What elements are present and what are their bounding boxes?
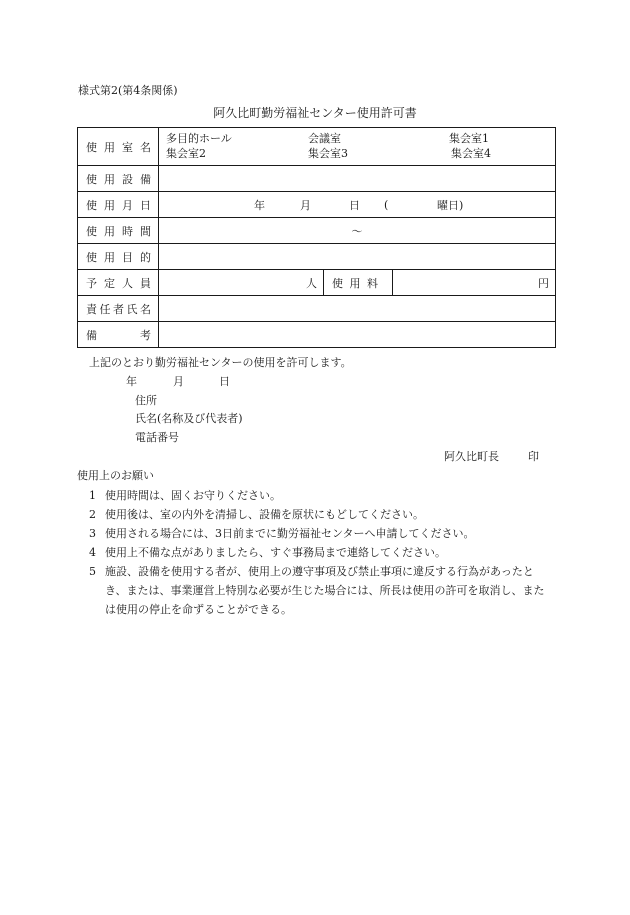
label-char: 間 — [140, 224, 151, 238]
label-purpose — [78, 249, 158, 265]
room-option[interactable]: 会議室 — [308, 132, 341, 145]
label-char: 室 — [122, 140, 133, 154]
date-month: 月 — [300, 198, 311, 212]
issuer: 阿久比町長 — [444, 450, 499, 463]
permit-year: 年 — [126, 375, 137, 388]
label-char: 者 — [113, 302, 124, 316]
label-char: 料 — [367, 276, 378, 290]
label-char: 使 — [86, 198, 97, 212]
label-char: 氏 — [126, 302, 138, 316]
label-room — [78, 128, 159, 166]
row-manager — [78, 296, 556, 322]
label-equipment — [78, 171, 158, 187]
room-options — [159, 128, 556, 166]
list-item: 1 使用時間は、固くお守りください。 — [89, 489, 281, 502]
label-room — [78, 139, 158, 155]
label-remarks — [78, 327, 158, 343]
time-separator: 〜 — [351, 224, 363, 238]
permit-table — [77, 127, 556, 348]
row-room — [78, 128, 556, 166]
label-time — [78, 223, 158, 239]
purpose-field[interactable] — [159, 244, 556, 270]
label-char: 予 — [86, 276, 97, 290]
row-time — [78, 218, 556, 244]
fee-field[interactable] — [393, 270, 556, 295]
label-char: 使 — [332, 276, 343, 290]
row-date — [78, 192, 556, 218]
date-day: 日 — [349, 198, 360, 212]
label-char: 用 — [104, 224, 115, 238]
manager-field[interactable] — [159, 296, 556, 322]
label-char: 使 — [86, 140, 97, 154]
room-option[interactable]: 集会室1 — [449, 132, 489, 145]
label-date — [78, 197, 158, 213]
time-field[interactable] — [159, 218, 556, 244]
label-char: 定 — [104, 276, 115, 290]
room-option[interactable]: 集会室3 — [308, 147, 348, 160]
list-item: 4 使用上不備な点がありましたら、すぐ事務局まで連絡してください。 — [89, 546, 446, 559]
equipment-field[interactable] — [159, 166, 556, 192]
label-char: 用 — [349, 276, 361, 290]
address-label: 住所 — [135, 394, 157, 407]
list-item: 3 使用される場合には、3日前までに勤労福祉センターへ申請してください。 — [89, 527, 475, 540]
permission-statement: 上記のとおり勤労福祉センターの使用を許可します。 — [89, 356, 352, 369]
date-field[interactable] — [159, 192, 556, 218]
label-char: 用 — [104, 198, 115, 212]
label-char: 考 — [140, 328, 151, 342]
row-remarks — [78, 322, 556, 348]
list-item: 2 使用後は、室の内外を清掃し、設備を原状にもどしてください。 — [89, 508, 424, 521]
label-attendees — [78, 275, 158, 291]
label-char: 用 — [104, 172, 115, 186]
label-char: 使 — [86, 250, 97, 264]
label-char: 責 — [86, 302, 97, 316]
attendees-unit: 人 — [306, 276, 317, 290]
date-year: 年 — [254, 198, 265, 212]
fee-unit: 円 — [538, 276, 549, 290]
label-char: 使 — [86, 172, 97, 186]
name-label: 氏名(名称及び代表者) — [135, 412, 243, 425]
room-option[interactable]: 集会室4 — [451, 147, 491, 160]
label-char: 名 — [140, 140, 151, 154]
phone-label: 電話番号 — [135, 431, 179, 444]
label-char: 人 — [122, 276, 133, 290]
date-paren: ( — [384, 198, 389, 211]
remarks-field[interactable] — [159, 322, 556, 348]
room-option[interactable]: 集会室2 — [166, 147, 206, 160]
form-number: 様式第2(第4条関係) — [78, 84, 178, 97]
row-equipment — [78, 166, 556, 192]
label-attendees — [324, 275, 392, 291]
label-manager — [78, 301, 158, 317]
permit-day: 日 — [219, 375, 230, 388]
seal-mark: 印 — [528, 450, 539, 463]
label-char: 名 — [140, 302, 151, 316]
label-char: 備 — [86, 328, 97, 342]
label-char: 日 — [140, 198, 151, 212]
requests-list — [89, 486, 553, 619]
attendees-field[interactable] — [159, 270, 324, 295]
permit-month: 月 — [173, 375, 184, 388]
label-char: 時 — [122, 224, 133, 238]
date-weekday: 曜日) — [437, 198, 464, 212]
label-fee — [324, 270, 393, 295]
room-option[interactable]: 多目的ホール — [166, 132, 232, 145]
document-title: 阿久比町勤労福祉センター使用許可書 — [213, 106, 417, 120]
label-char: 的 — [140, 250, 151, 264]
label-char: 備 — [140, 172, 151, 186]
label-char: 用 — [104, 250, 115, 264]
label-char: 目 — [122, 250, 133, 264]
row-attendees — [78, 270, 556, 296]
label-char: 任 — [99, 302, 111, 316]
list-item: 5 施設、設備を使用する者が、使用上の遵守事項及び禁止事項に違反する行為があったとき、または、事業運営上特別な必要が生じた場合には、所長は使用の許可を取消し、または使用の停止を命ずることができる。 — [89, 565, 545, 616]
label-char: 使 — [86, 224, 97, 238]
label-char: 員 — [140, 276, 151, 290]
label-char: 設 — [122, 172, 133, 186]
row-purpose — [78, 244, 556, 270]
requests-heading: 使用上のお願い — [77, 469, 154, 482]
label-char: 用 — [104, 140, 115, 154]
label-char: 月 — [122, 198, 133, 212]
